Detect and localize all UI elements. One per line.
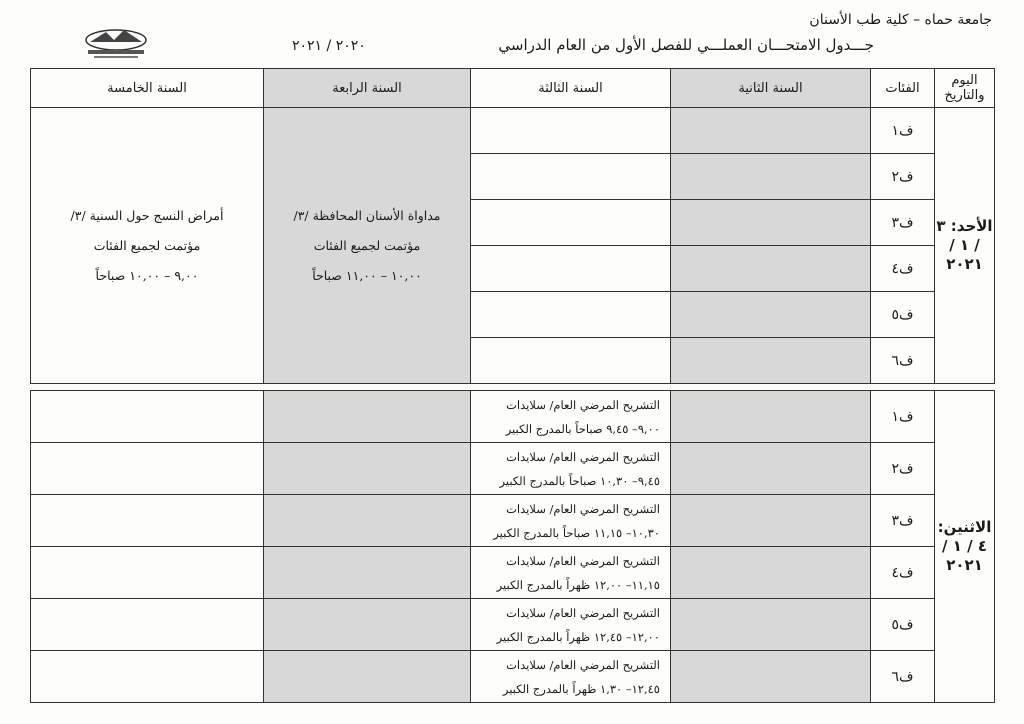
year3-exam-cell	[471, 391, 671, 443]
year3-cell	[471, 246, 671, 292]
year3-cell	[471, 200, 671, 246]
year2-cell	[671, 108, 871, 154]
exam-line: مؤتمت لجميع الفئات	[93, 237, 201, 253]
year4-cell	[264, 391, 471, 443]
academic-year: ٢٠٢٠ / ٢٠٢١	[292, 38, 366, 54]
table-row	[31, 443, 995, 495]
year4-cell	[264, 547, 471, 599]
exam-line: مداواة الأسنان المحافظة /٣/	[293, 207, 441, 223]
year3-exam-cell	[471, 495, 671, 547]
exam-time: ١١,١٥– ١٢,٠٠ ظهراً بالمدرج الكبير	[496, 577, 660, 592]
year2-cell	[671, 154, 871, 200]
day1-date	[935, 108, 995, 384]
year5-cell	[31, 599, 264, 651]
year2-cell	[671, 651, 871, 703]
col-day-date: اليوم والتاريخ	[935, 69, 995, 108]
table-header-row	[31, 69, 995, 108]
year3-cell	[471, 292, 671, 338]
year3-exam-cell	[471, 547, 671, 599]
year2-cell	[671, 391, 871, 443]
group-cell: ف٢	[871, 443, 935, 495]
table-row	[31, 495, 995, 547]
col-groups: الفئات	[871, 69, 935, 108]
university-header: جامعة حماه – كلية طب الأسنان	[809, 12, 992, 28]
day-separator	[31, 384, 995, 391]
group-cell: ف٤	[871, 246, 935, 292]
year4-cell	[264, 599, 471, 651]
exam-line: مؤتمت لجميع الفئات	[313, 237, 421, 253]
table-row	[31, 599, 995, 651]
year2-cell	[671, 200, 871, 246]
year2-cell	[671, 547, 871, 599]
col-year5: السنة الخامسة	[31, 69, 264, 108]
table-row	[31, 108, 995, 154]
exam-title: التشريح المرضي العام/ سلايدات	[506, 657, 660, 672]
year5-cell	[31, 495, 264, 547]
day2-label: الاثنين: ٤ / ١ / ٢٠٢١	[937, 518, 992, 574]
group-cell: ف٦	[871, 338, 935, 384]
exam-time: ٩,٠٠– ٩,٤٥ صباحاً بالمدرج الكبير	[505, 421, 660, 436]
year2-cell	[671, 443, 871, 495]
exam-time: ٩,٤٥– ١٠,٣٠ صباحاً بالمدرج الكبير	[499, 473, 660, 488]
day1-year5-exam	[31, 108, 264, 384]
year2-cell	[671, 599, 871, 651]
group-cell: ف٦	[871, 651, 935, 703]
group-cell: ف٥	[871, 599, 935, 651]
year5-cell	[31, 651, 264, 703]
year5-cell	[31, 391, 264, 443]
table-row	[31, 651, 995, 703]
group-cell: ف٣	[871, 200, 935, 246]
col-year3: السنة الثالثة	[471, 69, 671, 108]
table-row	[31, 547, 995, 599]
year4-cell	[264, 443, 471, 495]
col-year2: السنة الثانية	[671, 69, 871, 108]
exam-title: التشريح المرضي العام/ سلايدات	[506, 501, 660, 516]
year3-exam-cell	[471, 599, 671, 651]
year2-cell	[671, 292, 871, 338]
year3-cell	[471, 154, 671, 200]
year2-cell	[671, 246, 871, 292]
exam-schedule-table	[30, 68, 995, 703]
day1-label: الأحد: ٣ / ١ / ٢٠٢١	[936, 217, 993, 273]
exam-time: ١٠,٣٠– ١١,١٥ صباحاً بالمدرج الكبير	[493, 525, 660, 540]
group-cell: ف٣	[871, 495, 935, 547]
day1-year4-exam	[264, 108, 471, 384]
year3-exam-cell	[471, 443, 671, 495]
exam-time: ١٢,٤٥– ١,٣٠ ظهراً بالمدرج الكبير	[502, 681, 660, 696]
year2-cell	[671, 495, 871, 547]
table-row	[31, 391, 995, 443]
year4-cell	[264, 495, 471, 547]
group-cell: ف١	[871, 391, 935, 443]
group-cell: ف٤	[871, 547, 935, 599]
group-cell: ف١	[871, 108, 935, 154]
year3-cell	[471, 108, 671, 154]
group-cell: ف٥	[871, 292, 935, 338]
year2-cell	[671, 338, 871, 384]
year5-cell	[31, 443, 264, 495]
year4-cell	[264, 651, 471, 703]
exam-title: التشريح المرضي العام/ سلايدات	[506, 397, 660, 412]
year3-exam-cell	[471, 651, 671, 703]
day2-date	[935, 391, 995, 703]
separator-cell	[31, 384, 995, 391]
exam-line: ٩,٠٠ – ١٠,٠٠ صباحاً	[95, 267, 199, 283]
exam-title: التشريح المرضي العام/ سلايدات	[506, 449, 660, 464]
exam-time: ١٢,٠٠– ١٢,٤٥ ظهراً بالمدرج الكبير	[496, 629, 660, 644]
exam-line: أمراض النسج حول السنية /٣/	[70, 207, 224, 223]
year3-cell	[471, 338, 671, 384]
schedule-title: جـــدول الامتحـــان العملـــي للفصل الأول من العام الدراسي	[498, 36, 874, 54]
group-cell: ف٢	[871, 154, 935, 200]
university-logo-icon	[80, 26, 152, 60]
year5-cell	[31, 547, 264, 599]
exam-title: التشريح المرضي العام/ سلايدات	[506, 605, 660, 620]
col-year4: السنة الرابعة	[264, 69, 471, 108]
exam-title: التشريح المرضي العام/ سلايدات	[506, 553, 660, 568]
exam-line: ١٠,٠٠ – ١١,٠٠ صباحاً	[312, 267, 422, 283]
